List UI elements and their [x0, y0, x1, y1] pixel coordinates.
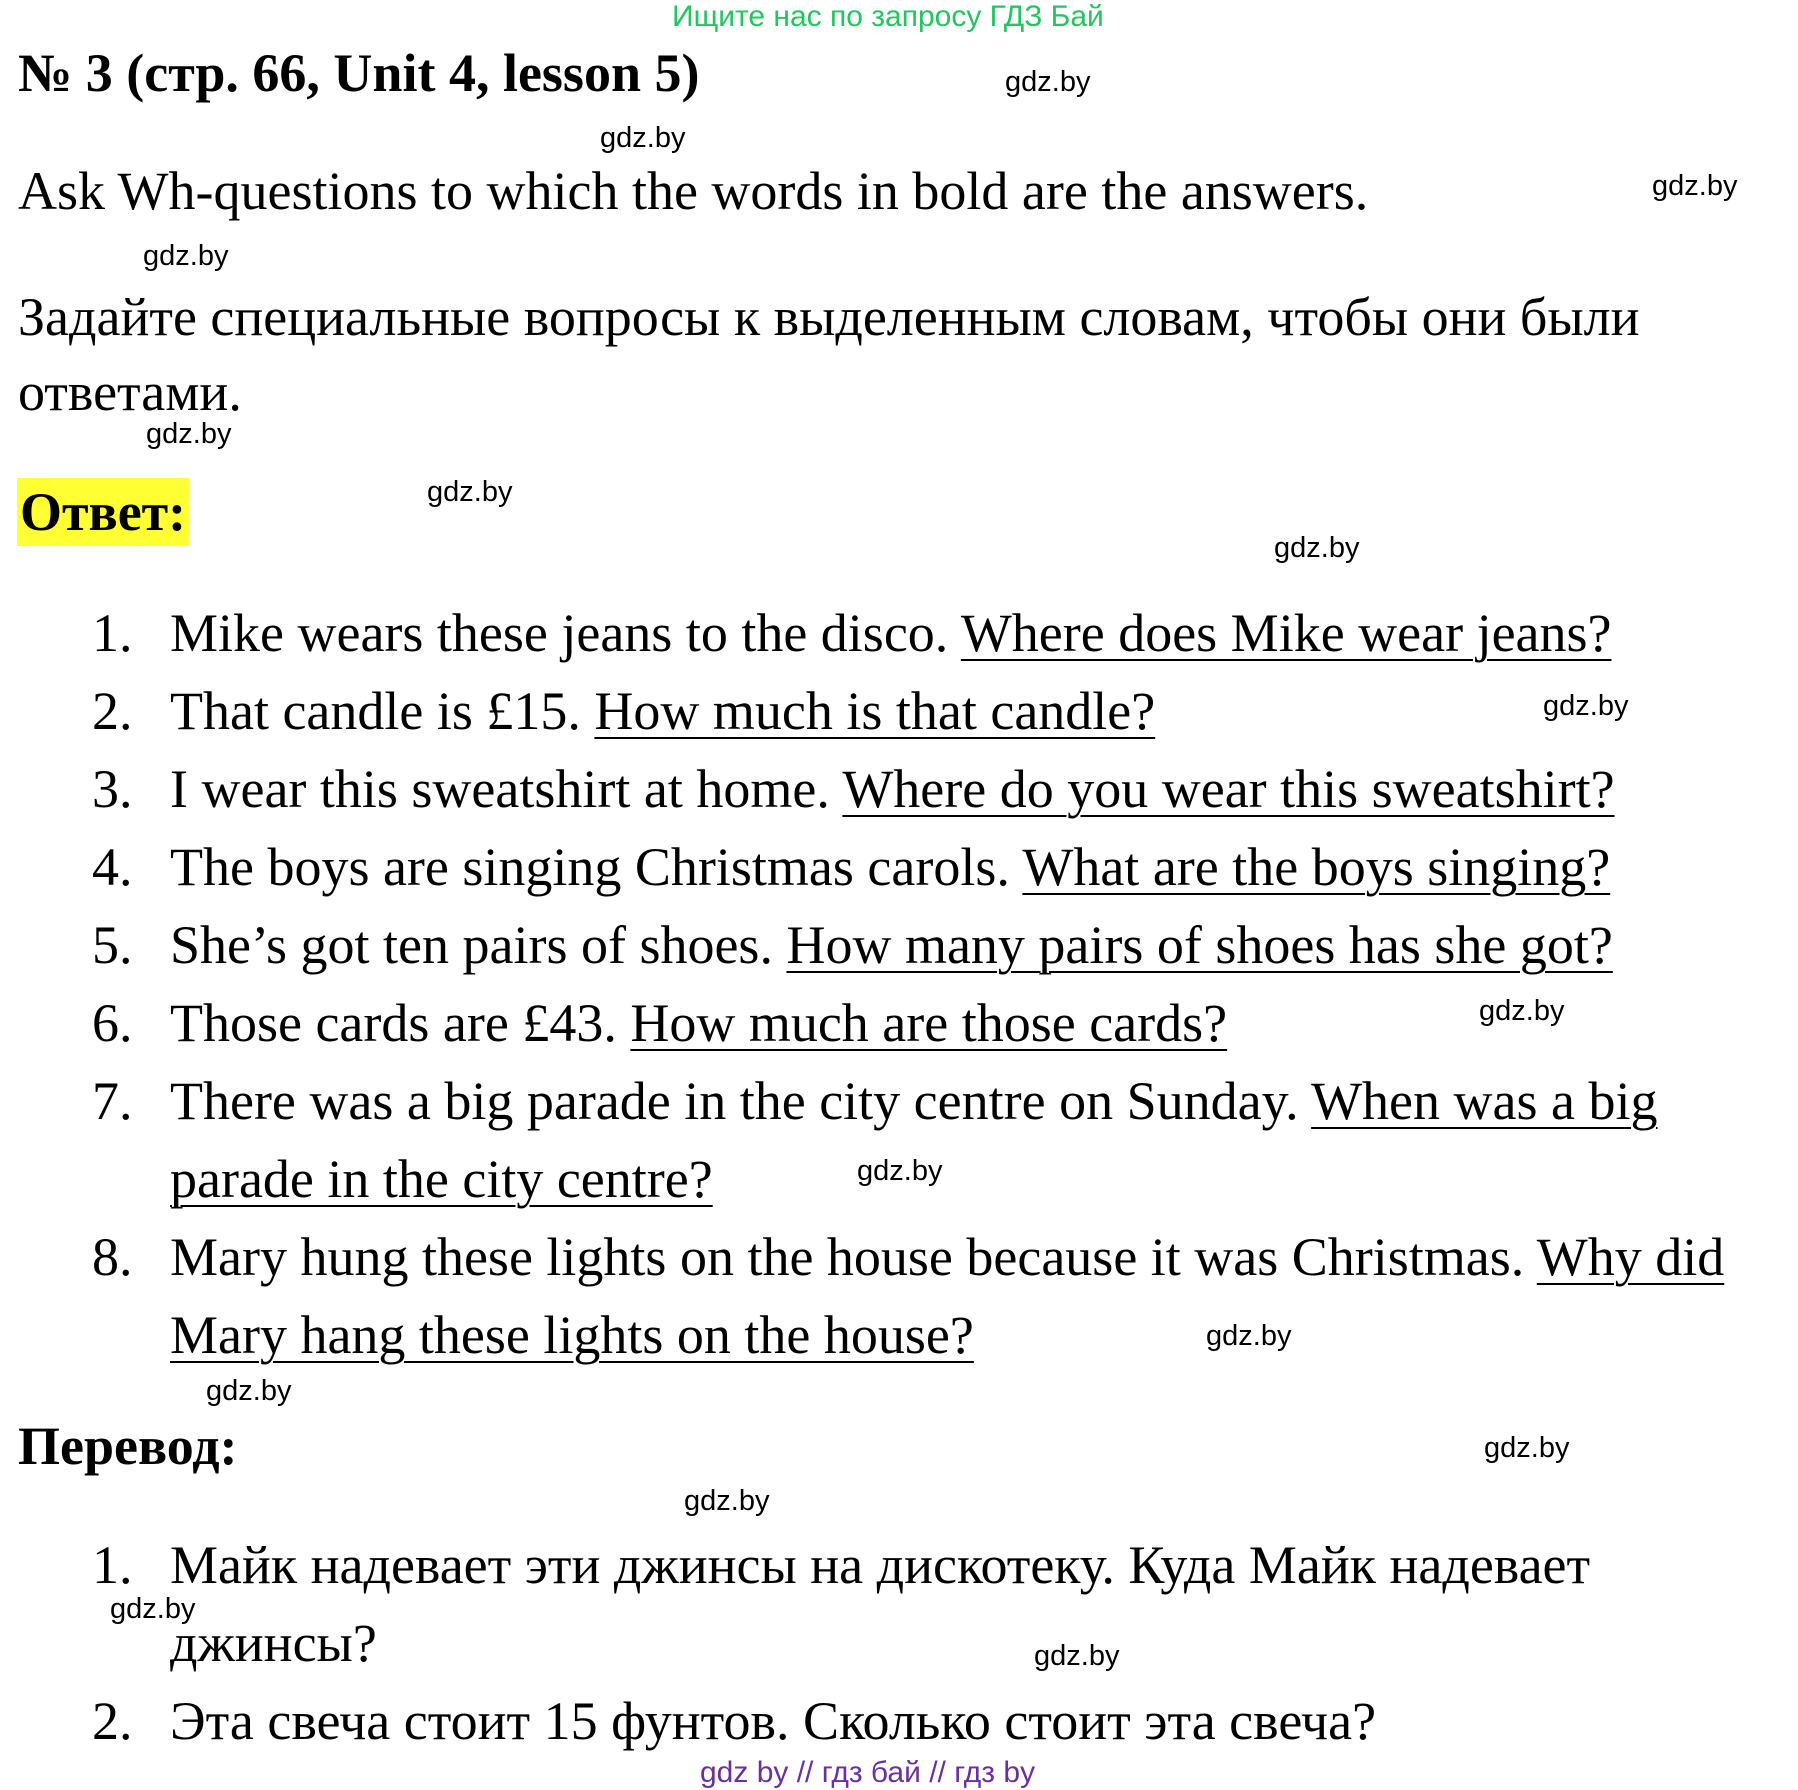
- wh-question: How much are those cards?: [630, 993, 1228, 1053]
- item-number: 4.: [92, 837, 133, 897]
- watermark: gdz.by: [1034, 1640, 1120, 1672]
- watermark: gdz.by: [857, 1155, 943, 1187]
- wh-question: Where do you wear this sweatshirt?: [842, 759, 1615, 819]
- watermark: gdz.by: [1206, 1320, 1292, 1352]
- watermark: gdz.by: [600, 122, 686, 154]
- watermark: gdz.by: [110, 1593, 196, 1625]
- watermark: gdz.by: [206, 1375, 292, 1407]
- exercise-title: № 3 (стр. 66, Unit 4, lesson 5): [18, 43, 700, 103]
- answer-item: [92, 672, 1792, 750]
- item-number: 2.: [92, 681, 133, 741]
- wh-question: Why did Mary hang these lights on the house?: [170, 1227, 1725, 1365]
- translation-text: Эта свеча стоит 15 фунтов. Сколько стоит эта свеча?: [170, 1691, 1377, 1751]
- wh-question: What are the boys singing?: [1022, 837, 1611, 897]
- watermark: gdz.by: [146, 418, 232, 450]
- instruction-english: Ask Wh-questions to which the words in bold are the answers.: [18, 161, 1369, 221]
- answer-item: [92, 594, 1792, 672]
- answers-list: [92, 594, 1792, 1374]
- item-number: 1.: [92, 603, 133, 663]
- source-sentence: Mike wears these jeans to the disco.: [170, 603, 961, 663]
- source-sentence: That candle is £15.: [170, 681, 595, 741]
- item-number: 3.: [92, 759, 133, 819]
- item-number: 7.: [92, 1071, 133, 1131]
- answer-item: [92, 906, 1792, 984]
- answer-label: Ответ:: [17, 478, 189, 546]
- source-sentence: Mary hung these lights on the house because it was Christmas.: [170, 1227, 1537, 1287]
- source-sentence: She’s got ten pairs of shoes.: [170, 915, 787, 975]
- footer-links: gdz by // гдз бай // гдз by: [700, 1756, 1036, 1789]
- source-sentence: There was a big parade in the city centre on Sunday.: [170, 1071, 1312, 1131]
- watermark: gdz.by: [1652, 170, 1738, 202]
- wh-question: How much is that candle?: [594, 681, 1156, 741]
- translations-list: [92, 1526, 1792, 1760]
- watermark: gdz.by: [684, 1485, 770, 1517]
- watermark: gdz.by: [1484, 1432, 1570, 1464]
- watermark: gdz.by: [143, 240, 229, 272]
- wh-question: How many pairs of shoes has she got?: [786, 915, 1613, 975]
- top-banner: Ищите нас по запросу ГДЗ Бай: [672, 0, 1104, 33]
- watermark: gdz.by: [1005, 66, 1091, 98]
- watermark: gdz.by: [427, 476, 513, 508]
- watermark: gdz.by: [1274, 532, 1360, 564]
- source-sentence: The boys are singing Christmas carols.: [170, 837, 1023, 897]
- translation-item: [92, 1682, 1792, 1760]
- item-number: 6.: [92, 993, 133, 1053]
- answer-item: [92, 1218, 1792, 1374]
- item-number: 2.: [92, 1691, 133, 1751]
- answer-item: [92, 750, 1792, 828]
- answer-item: [92, 828, 1792, 906]
- item-number: 1.: [92, 1535, 133, 1595]
- answer-item: [92, 1062, 1792, 1218]
- instruction-russian: Задайте специальные вопросы к выделенным словам, чтобы они были ответами.: [18, 287, 1640, 422]
- wh-question: Where does Mike wear jeans?: [960, 603, 1612, 663]
- source-sentence: Those cards are £43.: [170, 993, 631, 1053]
- item-number: 5.: [92, 915, 133, 975]
- watermark: gdz.by: [1479, 995, 1565, 1027]
- watermark: gdz.by: [1543, 690, 1629, 722]
- wh-question: When was a big parade in the city centre?: [170, 1071, 1658, 1209]
- item-number: 8.: [92, 1227, 133, 1287]
- translation-item: [92, 1526, 1792, 1682]
- translation-text: Майк надевает эти джинсы на дискотеку. Куда Майк надевает джинсы?: [170, 1535, 1591, 1673]
- translation-label: Перевод:: [18, 1416, 238, 1476]
- source-sentence: I wear this sweatshirt at home.: [170, 759, 843, 819]
